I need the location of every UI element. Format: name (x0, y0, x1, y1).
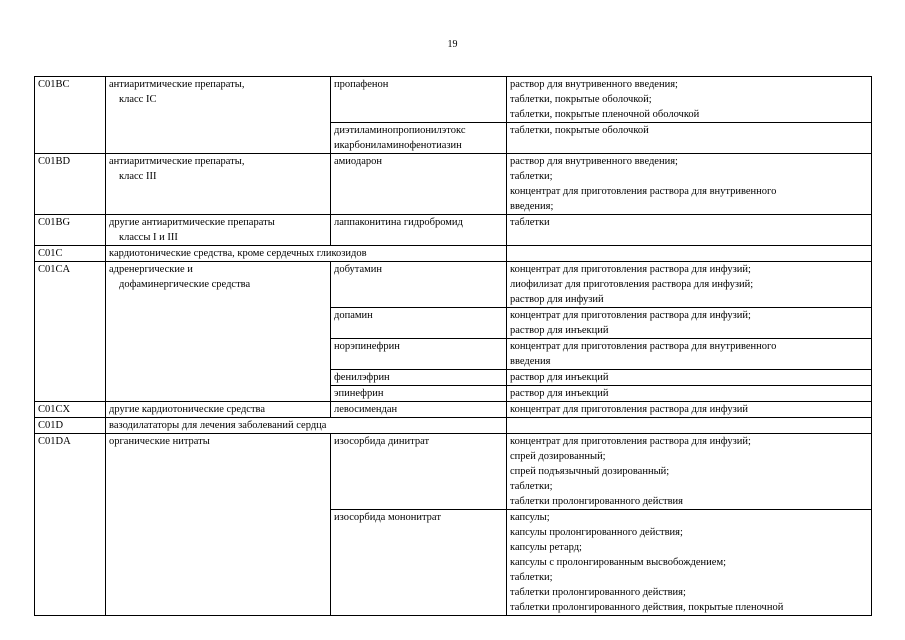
drug-name-cell (331, 77, 507, 123)
group-line: антиаритмические препараты, (109, 156, 245, 167)
dosage-form-line: таблетки (510, 217, 550, 228)
drug-name-cell (331, 308, 507, 339)
dosage-form-line: таблетки; (510, 481, 553, 492)
drug-name-line: изосорбида мононитрат (334, 512, 441, 523)
table-row (35, 418, 872, 434)
page-number: 19 (447, 39, 458, 50)
drug-name-line: диэтиламинопропионилэтокс (334, 125, 466, 136)
dosage-form-line: капсулы; (510, 512, 550, 523)
code-cell: C01CA (35, 262, 106, 402)
drug-name-line: пропафенон (334, 79, 389, 90)
drug-name-cell (331, 402, 507, 418)
table-row (35, 215, 872, 246)
group-line: другие антиаритмические препараты (109, 217, 275, 228)
code-cell: C01BG (35, 215, 106, 246)
drug-name-line: добутамин (334, 264, 383, 275)
group-line: классы I и III (119, 232, 178, 243)
dosage-form-line: концентрат для приготовления раствора для инфузий (510, 404, 748, 415)
dosage-form-line: таблетки, покрытые оболочкой; (510, 94, 652, 105)
drug-name-cell (331, 123, 507, 154)
code-cell: C01C (35, 246, 106, 262)
code-cell: C01CX (35, 402, 106, 418)
dosage-form-line: раствор для инфузий (510, 294, 604, 305)
group-cell: вазодилататоры для лечения заболеваний сердца (106, 418, 507, 434)
group-cell: кардиотонические средства, кроме сердечных гликозидов (106, 246, 507, 262)
dosage-form-line: капсулы ретард; (510, 542, 582, 553)
dosage-form-line: концентрат для приготовления раствора для внутривенного (510, 341, 777, 352)
dosage-form-line: спрей подъязычный дозированный; (510, 466, 670, 477)
code-cell: C01BC (35, 77, 106, 154)
dosage-form-cell (507, 370, 872, 386)
dosage-form-line: таблетки; (510, 171, 553, 182)
dosage-form-cell (507, 510, 872, 616)
group-line: органические нитраты (109, 436, 210, 447)
table-row (35, 77, 872, 123)
group-line: класс III (119, 171, 157, 182)
dosage-form-line: таблетки, покрытые пленочной оболочкой (510, 109, 700, 120)
drug-name-line: лаппаконитина гидробромид (334, 217, 463, 228)
group-cell (106, 434, 331, 616)
empty-cell (507, 418, 872, 434)
dosage-form-line: таблетки, покрытые оболочкой (510, 125, 649, 136)
dosage-form-cell (507, 402, 872, 418)
group-line: класс IC (119, 94, 157, 105)
group-line: адренергические и (109, 264, 193, 275)
drug-name-cell (331, 339, 507, 370)
drug-name-cell (331, 386, 507, 402)
empty-cell (507, 246, 872, 262)
table-row (35, 154, 872, 215)
code-cell: C01DA (35, 434, 106, 616)
dosage-form-line: капсулы пролонгированного действия; (510, 527, 683, 538)
drug-name-cell (331, 510, 507, 616)
drug-name-cell (331, 154, 507, 215)
code-cell: C01D (35, 418, 106, 434)
drug-name-line: фенилэфрин (334, 372, 390, 383)
group-line: дофаминергические средства (119, 279, 251, 290)
dosage-form-line: концентрат для приготовления раствора для внутривенного (510, 186, 777, 197)
group-line: другие кардиотонические средства (109, 404, 266, 415)
drug-name-cell (331, 370, 507, 386)
dosage-form-cell (507, 215, 872, 246)
group-cell (106, 154, 331, 215)
dosage-form-cell (507, 339, 872, 370)
table-row (35, 262, 872, 308)
drug-table (34, 76, 872, 616)
dosage-form-line: раствор для инъекций (510, 325, 609, 336)
drug-name-line: икарбониламинофенотиазин (334, 140, 462, 151)
drug-name-cell (331, 434, 507, 510)
dosage-form-line: раствор для внутривенного введения; (510, 79, 678, 90)
dosage-form-line: раствор для инъекций (510, 372, 609, 383)
table-row (35, 402, 872, 418)
drug-name-cell (331, 262, 507, 308)
dosage-form-line: концентрат для приготовления раствора для инфузий; (510, 264, 751, 275)
group-cell (106, 402, 331, 418)
group-cell (106, 262, 331, 402)
table-row (35, 246, 872, 262)
dosage-form-cell (507, 434, 872, 510)
drug-name-line: изосорбида динитрат (334, 436, 430, 447)
dosage-form-line: концентрат для приготовления раствора для инфузий; (510, 436, 751, 447)
dosage-form-cell (507, 262, 872, 308)
dosage-form-line: концентрат для приготовления раствора для инфузий; (510, 310, 751, 321)
group-line: антиаритмические препараты, (109, 79, 245, 90)
dosage-form-line: спрей дозированный; (510, 451, 606, 462)
dosage-form-line: раствор для инъекций (510, 388, 609, 399)
dosage-form-cell (507, 154, 872, 215)
group-cell (106, 77, 331, 154)
drug-name-cell (331, 215, 507, 246)
code-cell: C01BD (35, 154, 106, 215)
group-cell (106, 215, 331, 246)
dosage-form-cell (507, 123, 872, 154)
dosage-form-cell (507, 77, 872, 123)
dosage-form-line: лиофилизат для приготовления раствора для инфузий; (510, 279, 754, 290)
drug-name-line: эпинефрин (334, 388, 384, 399)
drug-name-line: амиодарон (334, 156, 382, 167)
dosage-form-line: таблетки; (510, 572, 553, 583)
dosage-form-line: введения; (510, 201, 554, 212)
dosage-form-line: таблетки пролонгированного действия, покрытые пленочной (510, 602, 784, 613)
dosage-form-line: раствор для внутривенного введения; (510, 156, 678, 167)
dosage-form-cell (507, 308, 872, 339)
dosage-form-line: капсулы с пролонгированным высвобождением; (510, 557, 727, 568)
table-row (35, 434, 872, 510)
dosage-form-line: таблетки пролонгированного действия (510, 496, 683, 507)
dosage-form-line: таблетки пролонгированного действия; (510, 587, 686, 598)
dosage-form-line: введения (510, 356, 551, 367)
drug-table-body (35, 77, 872, 616)
drug-name-line: левосимендан (334, 404, 398, 415)
drug-name-line: допамин (334, 310, 373, 321)
dosage-form-cell (507, 386, 872, 402)
drug-name-line: норэпинефрин (334, 341, 400, 352)
